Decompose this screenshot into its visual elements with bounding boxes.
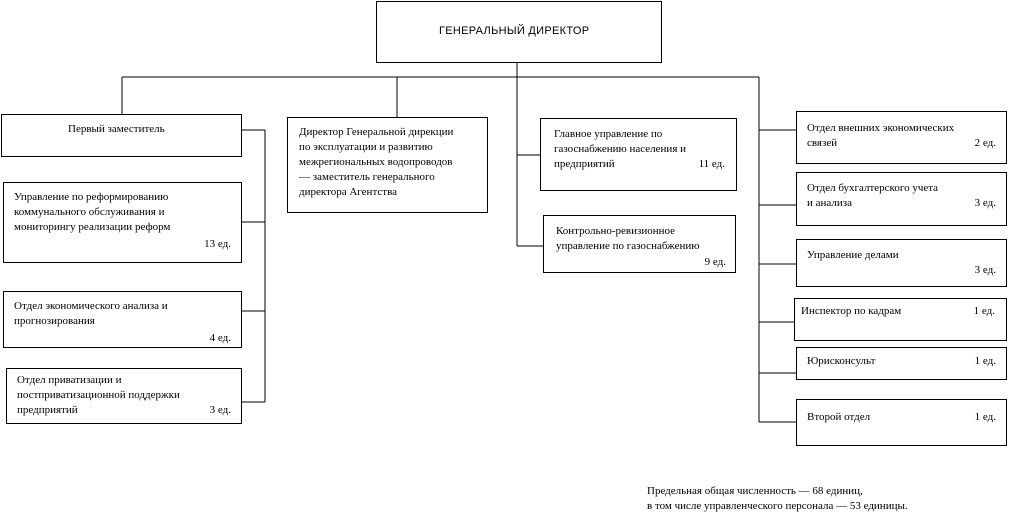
unit-line: Главное управление по — [554, 128, 663, 140]
unit-line: предприятий — [554, 158, 615, 170]
unit-line: прогнозирования — [14, 315, 95, 327]
accounting-department-box — [796, 172, 1007, 226]
privatization-department-box — [6, 368, 242, 424]
unit-count: 1 ед. — [974, 411, 996, 423]
directorate-line: Директор Генеральной дирекции — [299, 126, 454, 138]
unit-line: связей — [807, 137, 838, 149]
unit-line: предприятий — [17, 404, 78, 416]
unit-line: Управление по реформированию — [14, 191, 169, 203]
unit-line: Инспектор по кадрам — [801, 305, 902, 317]
unit-count: 3 ед. — [974, 264, 996, 276]
audit-department-box — [543, 215, 736, 273]
unit-count: 3 ед. — [209, 404, 231, 416]
staffing-footnote — [647, 484, 908, 514]
unit-line: коммунального обслуживания и — [14, 206, 165, 218]
unit-count: 4 ед. — [209, 332, 231, 344]
second-department-box — [796, 399, 1007, 446]
unit-line: Второй отдел — [807, 411, 871, 423]
unit-count: 3 ед. — [974, 197, 996, 209]
general-director-box — [376, 1, 662, 63]
unit-line: Контрольно-ревизионное — [556, 225, 676, 237]
first-deputy-title: Первый заместитель — [68, 123, 165, 135]
unit-line: Юрисконсульт — [807, 355, 876, 367]
first-deputy-box — [1, 114, 242, 157]
unit-count: 13 ед. — [204, 238, 231, 250]
unit-count: 2 ед. — [974, 137, 996, 149]
unit-line: управление по газоснабжению — [556, 240, 700, 252]
directorate-director-box — [287, 117, 488, 213]
directorate-line: — заместитель генерального — [299, 171, 435, 183]
directorate-line: по эксплуатации и развитию — [299, 141, 433, 153]
unit-count: 11 ед. — [698, 158, 725, 170]
unit-line: мониторингу реализации реформ — [14, 221, 171, 233]
general-director-title: ГЕНЕРАЛЬНЫЙ ДИРЕКТОР — [439, 25, 590, 37]
legal-counsel-box — [796, 347, 1007, 380]
unit-line: Отдел приватизации и — [17, 374, 122, 386]
directorate-line: межрегиональных водопроводов — [299, 156, 453, 168]
unit-line: Отдел внешних экономических — [807, 122, 955, 134]
economic-analysis-box — [3, 291, 242, 348]
unit-line: газоснабжению населения и — [554, 143, 687, 155]
footnote-line-1: Предельная общая численность — 68 единиц, — [647, 485, 863, 497]
unit-line: Управление делами — [807, 249, 899, 261]
reform-department-box — [3, 182, 242, 263]
footnote-line-2: в том числе управленческого персонала — 53 единицы. — [647, 500, 908, 512]
gas-supply-main-department-box — [540, 118, 737, 191]
hr-inspector-box — [794, 298, 1007, 341]
unit-line: и анализа — [807, 197, 852, 209]
unit-count: 9 ед. — [704, 256, 726, 268]
unit-count: 1 ед. — [973, 305, 995, 317]
unit-line: Отдел экономического анализа и — [14, 300, 168, 312]
foreign-economic-relations-box — [796, 111, 1007, 164]
administration-department-box — [796, 239, 1007, 287]
unit-count: 1 ед. — [974, 355, 996, 367]
directorate-line: директора Агентства — [299, 186, 398, 198]
unit-line: Отдел бухгалтерского учета — [807, 182, 939, 194]
unit-line: постприватизационной поддержки — [17, 389, 180, 401]
